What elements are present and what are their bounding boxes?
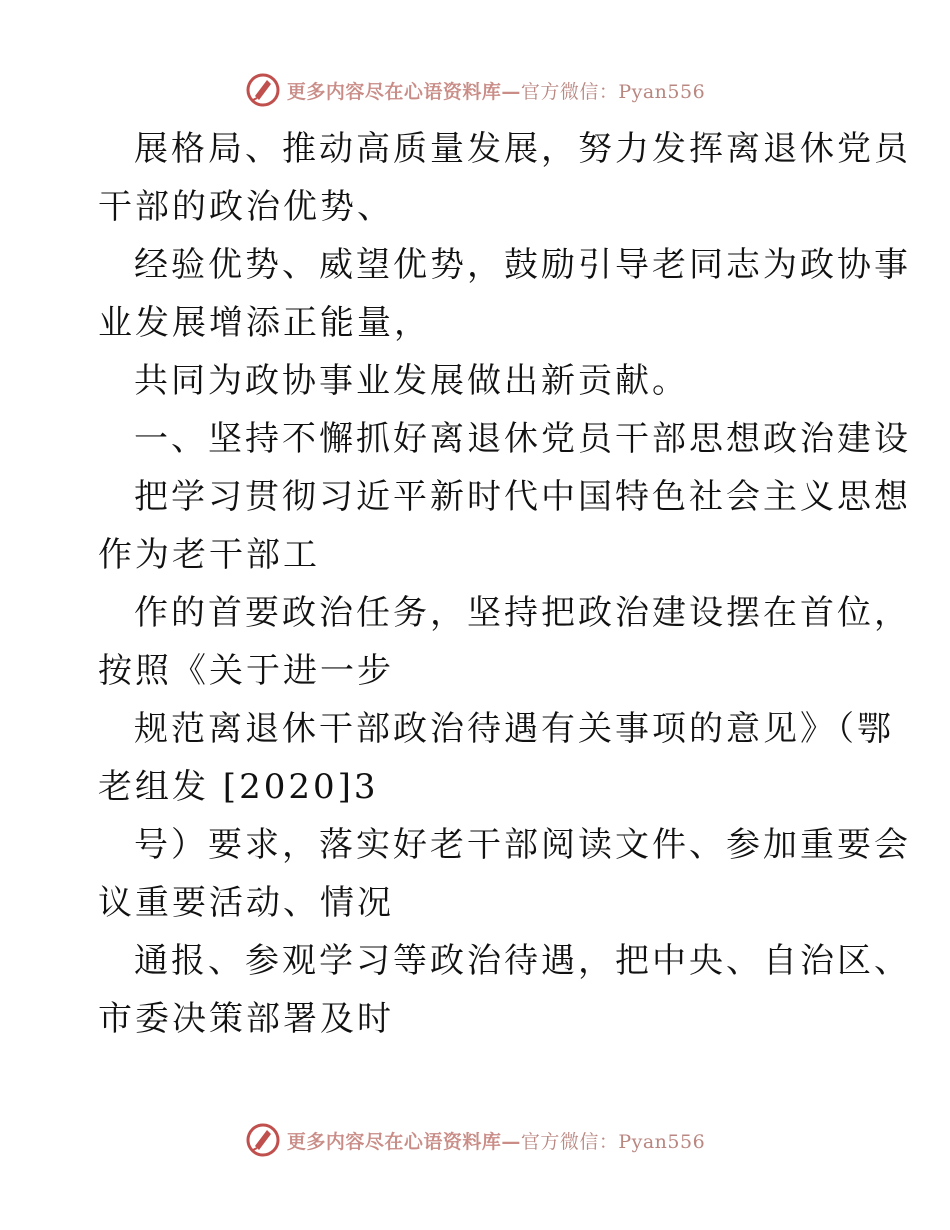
text-line: 作的首要政治任务，坚持把政治建设摆在首位，	[134, 593, 911, 633]
text-line: 干部的政治优势、	[98, 187, 394, 227]
document-body	[98, 120, 911, 1048]
footer-banner	[0, 1120, 950, 1160]
text-line: 号）要求，落实好老干部阅读文件、参加重要会	[134, 825, 911, 865]
brand-logo-icon	[245, 1122, 281, 1158]
text-line: 经验优势、威望优势，鼓励引导老同志为政协事	[134, 245, 911, 285]
banner-text	[287, 1127, 705, 1154]
banner-site: 更多内容尽在心语资料库	[286, 1130, 502, 1153]
banner-dash: —	[501, 80, 521, 103]
text-line: 共同为政协事业发展做出新贡献。	[134, 361, 689, 401]
banner-wechat: 官方微信：Pyan556	[520, 1130, 706, 1153]
text-line: 议重要活动、情况	[98, 883, 394, 923]
header-banner	[0, 70, 950, 110]
text-line: 把学习贯彻习近平新时代中国特色社会主义思想	[134, 477, 911, 517]
text-line: 老组发 [2020]3	[98, 767, 379, 807]
text-line: 通报、参观学习等政治待遇，把中央、自治区、	[134, 941, 911, 981]
text-line: 作为老干部工	[98, 535, 320, 575]
banner-text	[287, 77, 705, 104]
banner-site: 更多内容尽在心语资料库	[286, 80, 502, 103]
text-line: 展格局、推动高质量发展，努力发挥离退休党员	[134, 129, 911, 169]
text-line: 一、坚持不懈抓好离退休党员干部思想政治建设	[134, 419, 911, 459]
text-line: 市委决策部署及时	[98, 999, 394, 1039]
text-line: 业发展增添正能量，	[98, 303, 431, 343]
banner-wechat: 官方微信：Pyan556	[520, 80, 706, 103]
brand-logo-icon	[245, 72, 281, 108]
banner-dash: —	[501, 1130, 521, 1153]
text-line: 按照《关于进一步	[98, 651, 394, 691]
text-line: 规范离退休干部政治待遇有关事项的意见》（鄂	[134, 709, 894, 749]
